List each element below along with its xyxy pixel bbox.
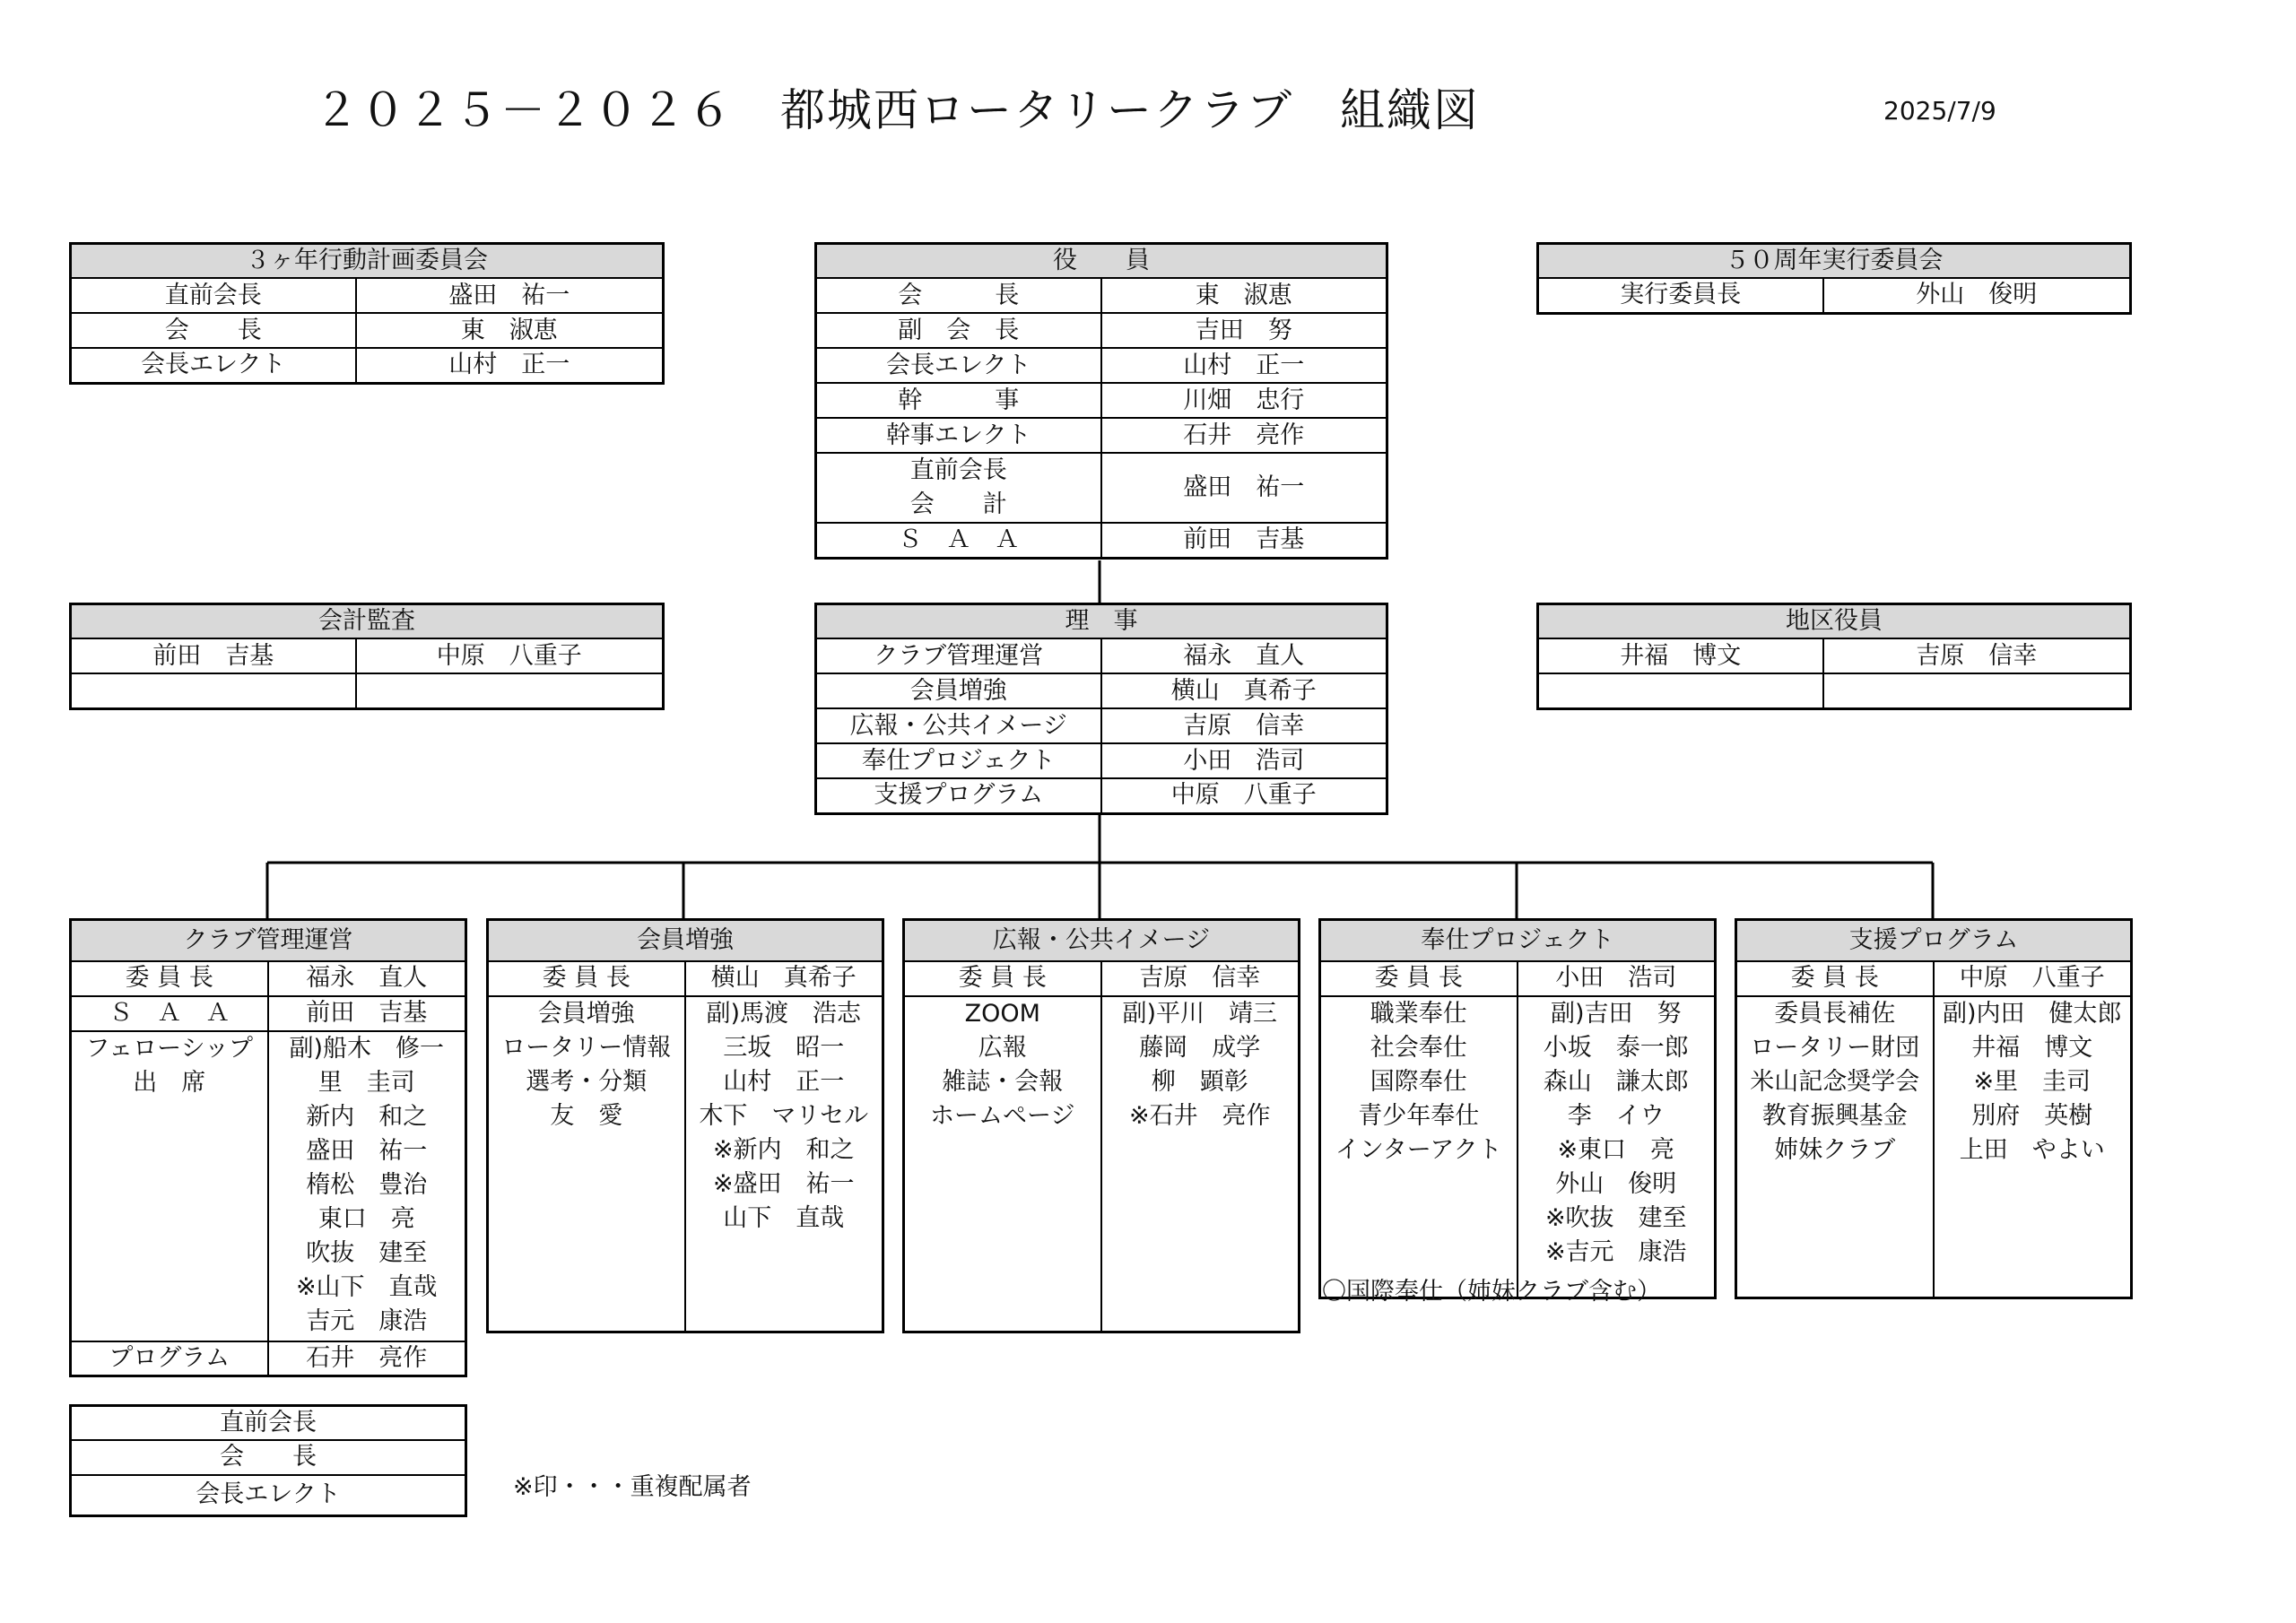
plan-member: 盛田 祐一 [356,278,664,313]
plan-member: 山村 正一 [356,348,664,383]
member-item: 副)馬渡 浩志 [706,999,862,1028]
district-header: 地区役員 [1538,604,2131,639]
pr-header: 広報・公共イメージ [904,920,1300,961]
district-member: 井福 博文 [1538,638,1823,673]
officers-header: 役 員 [816,244,1387,279]
function-item: 国際奉仕 [1370,1067,1467,1096]
past-role: 直前会長 [71,1406,466,1441]
committee-functions [1320,996,1518,1298]
member-item: 李 イウ [1567,1101,1665,1130]
club-admin-committee-table [69,918,467,1377]
officer-name: 石井 亮作 [1101,418,1387,453]
board-member: 横山 真希子 [1101,673,1387,708]
member-item: 副)平川 靖三 [1122,999,1278,1028]
officer-name: 川畑 忠行 [1101,383,1387,418]
member-item: 外山 俊明 [1555,1169,1677,1198]
program-label: プログラム [71,1341,268,1376]
committee-members [1518,996,1716,1298]
committee-chair: 横山 真希子 [685,961,883,996]
member-item: ※里 圭司 [1973,1067,2092,1096]
past-president-table [69,1404,467,1517]
pr-committee-table [902,918,1300,1333]
function-item: 広報 [978,1033,1027,1062]
member-item: 藤岡 成学 [1139,1033,1261,1062]
board-member: 福永 直人 [1101,638,1387,673]
committee-chair-label: 委 員 長 [1736,961,1934,996]
committee-members [1101,996,1300,1332]
committee-chair-label: 委 員 長 [71,961,268,996]
committee-chair: 中原 八重子 [1934,961,2132,996]
function-item: 職業奉仕 [1370,999,1467,1028]
member-item: 三坂 昭一 [723,1033,845,1062]
function-item: 青少年奉仕 [1358,1101,1480,1130]
anniversary-committee-table [1536,242,2132,315]
member-item: 副)吉田 努 [1550,999,1682,1028]
function-item: インターアクト [1335,1135,1502,1164]
board-role: クラブ管理運営 [816,638,1101,673]
plan-committee-header: ３ヶ年行動計画委員会 [71,244,664,279]
member-item: 新内 和之 [306,1102,428,1131]
function-item: ロータリー財団 [1750,1033,1920,1062]
member-item: 山村 正一 [723,1067,845,1096]
committee-chair-label: 委 員 長 [1320,961,1518,996]
function-item: ZOOM [964,999,1040,1028]
function-item: 選考・分類 [526,1067,648,1096]
support-committee-table [1735,918,2133,1299]
district-empty-cell [1823,673,2131,708]
district-empty-cell [1538,673,1823,708]
audit-member: 中原 八重子 [356,638,664,673]
member-item: 井福 博文 [1971,1033,2093,1062]
district-officers-table [1536,603,2132,710]
officer-role: 直前会長 [909,456,1007,485]
document-date: 2025/7/9 [1883,96,1996,126]
member-item: 里 圭司 [317,1068,415,1097]
function-item: 教育振興基金 [1761,1101,1908,1130]
committee-chair-label: 委 員 長 [904,961,1101,996]
officer-merged-roles [816,453,1101,523]
committee-chair: 小田 浩司 [1518,961,1716,996]
function-item: 社会奉仕 [1370,1033,1467,1062]
committee-members [268,1031,466,1341]
member-item: ※吹抜 建至 [1544,1203,1687,1232]
duplicate-assignment-footnote: ※印・・・重複配属者 [513,1473,752,1501]
audit-table [69,603,665,710]
program-member: 石井 亮作 [268,1341,466,1376]
club-admin-header: クラブ管理運営 [71,920,466,961]
audit-header: 会計監査 [71,604,664,639]
member-item: 木下 マリセル [699,1101,869,1130]
support-header: 支援プログラム [1736,920,2132,961]
function-item: 委員長補佐 [1774,999,1896,1028]
member-item: ※東口 亮 [1557,1135,1675,1164]
member-item: 副)内田 健太郎 [1942,999,2122,1028]
member-item: 盛田 祐一 [306,1136,428,1165]
officer-role: Ｓ Ａ Ａ [816,523,1101,558]
plan-member: 東 淑恵 [356,313,664,348]
committee-chair-label: 委 員 長 [488,961,685,996]
member-item: 吹抜 建至 [306,1238,428,1267]
function-item: 出 席 [133,1068,206,1097]
board-role: 奉仕プロジェクト [816,743,1101,778]
board-role: 会員増強 [816,673,1101,708]
service-committee-table [1318,918,1717,1299]
function-item: 姉妹クラブ [1774,1135,1896,1164]
board-member: 吉原 信幸 [1101,708,1387,743]
officer-name: 盛田 祐一 [1101,453,1387,523]
member-item: ※吉元 康浩 [1544,1237,1687,1266]
committee-saa: 前田 吉基 [268,996,466,1031]
anniversary-role: 実行委員長 [1538,278,1823,313]
member-item: 小坂 泰一郎 [1543,1033,1689,1062]
officer-role: 会長エレクト [816,348,1101,383]
plan-role: 会長エレクト [71,348,356,383]
member-item: 上田 やよい [1959,1135,2105,1164]
committee-saa-label: Ｓ Ａ Ａ [71,996,268,1031]
officer-name: 前田 吉基 [1101,523,1387,558]
member-item: ※山下 直哉 [295,1272,438,1301]
member-item: 別府 英樹 [1971,1101,2093,1130]
officer-role: 副 会 長 [816,313,1101,348]
committee-chair: 吉原 信幸 [1101,961,1300,996]
district-member: 吉原 信幸 [1823,638,2131,673]
audit-member: 前田 吉基 [71,638,356,673]
plan-role: 会 長 [71,313,356,348]
officer-role: 幹 事 [816,383,1101,418]
member-item: 森山 謙太郎 [1543,1067,1689,1096]
page-title: ２０２５－２０２６ 都城西ロータリークラブ 組織図 [314,84,1480,136]
committee-functions [71,1031,268,1341]
plan-role: 直前会長 [71,278,356,313]
committee-functions [1736,996,1934,1298]
board-member: 中原 八重子 [1101,778,1387,813]
audit-empty-cell [356,673,664,708]
committee-functions [488,996,685,1332]
member-item: 吉元 康浩 [306,1306,428,1335]
membership-header: 会員増強 [488,920,883,961]
service-header: 奉仕プロジェクト [1320,920,1716,961]
committee-functions [904,996,1101,1332]
function-item: 米山記念奨学会 [1750,1067,1920,1096]
officer-name: 山村 正一 [1101,348,1387,383]
member-item: ※盛田 祐一 [712,1169,855,1198]
committee-members [685,996,883,1332]
service-note: 〇国際奉仕（姉妹クラブ含む） [1322,1278,1661,1306]
past-role: 会長エレクト [71,1475,466,1516]
member-item: ※新内 和之 [712,1135,855,1164]
function-item: ホームページ [930,1101,1075,1130]
function-item: 会員増強 [537,999,635,1028]
officer-role: 会 長 [816,278,1101,313]
officer-role: 幹事エレクト [816,418,1101,453]
past-role: 会 長 [71,1440,466,1474]
function-item: 友 愛 [550,1101,623,1130]
board-table [814,603,1388,815]
member-item: 山下 直哉 [723,1203,845,1232]
board-role: 広報・公共イメージ [816,708,1101,743]
board-header: 理 事 [816,604,1387,639]
officer-name: 東 淑恵 [1101,278,1387,313]
member-item: 柳 顕彰 [1151,1067,1248,1096]
officer-name: 吉田 努 [1101,313,1387,348]
officer-role: 会 計 [909,490,1007,519]
committee-members [1934,996,2132,1298]
function-item: フェローシップ [85,1034,254,1063]
audit-empty-cell [71,673,356,708]
membership-committee-table [486,918,884,1333]
board-role: 支援プログラム [816,778,1101,813]
function-item: ロータリー情報 [501,1033,672,1062]
member-item: ※石井 亮作 [1128,1101,1271,1130]
member-item: 東口 亮 [317,1204,415,1233]
member-item: 楕松 豊治 [306,1170,428,1199]
officers-table [814,242,1388,560]
board-member: 小田 浩司 [1101,743,1387,778]
anniversary-header: ５０周年実行委員会 [1538,244,2131,279]
member-item: 副)船木 修一 [289,1034,445,1063]
plan-committee-table [69,242,665,385]
anniversary-member: 外山 俊明 [1823,278,2131,313]
function-item: 雑誌・会報 [942,1067,1064,1096]
committee-chair: 福永 直人 [268,961,466,996]
